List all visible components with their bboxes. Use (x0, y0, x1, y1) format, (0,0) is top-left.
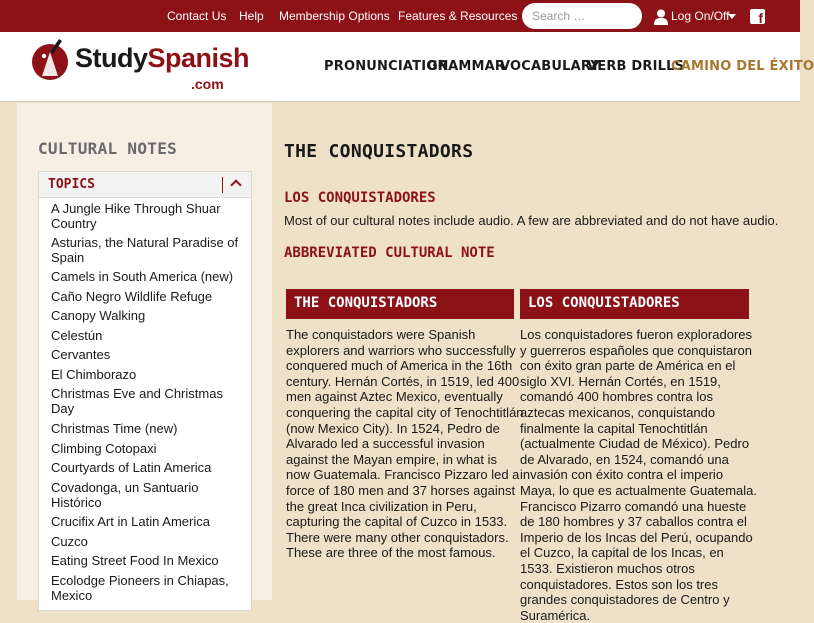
text-line: Francisco Pizarro comandó una hueste (520, 498, 747, 514)
text-line: aztecas mexicanos, conquistando (520, 404, 716, 420)
text-line: now Guatemala. Francisco Pizzaro led a (286, 467, 520, 483)
text-line: conquistadores. Estos son los tres (520, 576, 718, 592)
nav-grammar[interactable]: GRAMMAR (427, 59, 506, 74)
search-input[interactable]: Search … (522, 3, 642, 29)
topic-link[interactable]: Cervantes (51, 347, 111, 362)
text-line: comandó 400 hombres contra los (520, 389, 713, 405)
topic-link[interactable] (51, 386, 246, 416)
topic-line: Spain (51, 250, 85, 265)
topic-line: Day (51, 401, 75, 416)
english-text (286, 327, 524, 561)
topic-link[interactable] (51, 201, 246, 231)
topic-link[interactable]: Canopy Walking (51, 308, 146, 323)
text-line: men against Aztec Mexico, eventually (286, 389, 503, 405)
topic-link[interactable]: Camels in South America (new) (51, 269, 234, 284)
spanish-column-header: LOS CONQUISTADORES (520, 289, 749, 319)
text-line: There were many other conquistadors. (286, 529, 509, 545)
text-line: grandes conquistadores de Centro y (520, 592, 730, 608)
spanish-text (520, 327, 757, 623)
nav-vocabulary[interactable]: VOCABULARY (500, 59, 601, 74)
top-bar (0, 0, 800, 32)
user-icon[interactable] (654, 9, 668, 25)
text-line: Imperio de los Incas del Perú, ocupando (520, 529, 753, 545)
text-line: Maya, lo que es actualmente Guatemala. (520, 482, 758, 498)
text-line: capturing the capital of Cuzco in 1533. (286, 514, 508, 530)
text-line: conquered much of America in the 16th (286, 358, 513, 374)
text-line: against the Mayan empire, in what is (286, 451, 497, 467)
topic-link[interactable]: Climbing Cotopaxi (51, 441, 157, 456)
topics-label: TOPICS (48, 177, 95, 192)
topic-link[interactable]: Christmas Time (new) (51, 421, 178, 436)
topic-line: Covadonga, un Santuario (51, 480, 199, 495)
text-line: siglo XVI. Hernán Cortés, en 1519, (520, 373, 721, 389)
topic-line: Asturias, the Natural Paradise of (51, 235, 239, 250)
page-title: THE CONQUISTADORS (284, 141, 474, 162)
membership-options-link[interactable]: Membership Options (279, 9, 390, 23)
text-line: finalmente la capital Tenochtitlán (520, 420, 708, 436)
logo-icon[interactable] (31, 36, 71, 82)
text-line: (now Mexico City). In 1524, Pedro de (286, 420, 500, 436)
nav-verb-drills[interactable]: VERB DRILLS (587, 59, 685, 74)
topics-header[interactable] (39, 172, 251, 198)
topic-link[interactable]: Crucifix Art in Latin America (51, 514, 210, 529)
section-heading: ABBREVIATED CULTURAL NOTE (284, 245, 495, 261)
text-line: de 180 hombres y 37 caballos contra el (520, 514, 747, 530)
log-on-off-link[interactable]: Log On/Off (671, 9, 730, 23)
topic-link[interactable]: Eating Street Food In Mexico (51, 553, 219, 568)
logo-wordmark[interactable] (75, 43, 249, 74)
topic-line: Ecolodge Pioneers in Chiapas, (51, 573, 229, 588)
intro-text: Most of our cultural notes include audio. A few are abbreviated and do not have audio. (284, 213, 779, 228)
english-column-header: THE CONQUISTADORS (286, 289, 514, 319)
logo-spanish: Spanish (147, 43, 250, 73)
topic-link[interactable] (51, 235, 246, 265)
text-line: conquering the capital city of Tenochtitlán (286, 404, 524, 420)
text-line: y guerreros españoles que conquistaron (520, 342, 752, 358)
text-line: de Alvarado, en 1524, comandó una (520, 451, 729, 467)
topic-link[interactable]: Cuzco (51, 534, 88, 549)
text-line: Los conquistadores fueron exploradores (520, 327, 752, 342)
section-heading: LOS CONQUISTADORES (284, 190, 436, 206)
topic-line: Country (51, 216, 97, 231)
topics-divider (222, 177, 223, 193)
chevron-down-icon[interactable] (728, 14, 736, 19)
contact-us-link[interactable]: Contact Us (167, 9, 227, 23)
topic-line: Christmas Eve and Christmas (51, 386, 223, 401)
topic-line: Mexico (51, 588, 93, 603)
text-line: Suramérica. (520, 607, 591, 623)
topic-line: A Jungle Hike Through Shuar (51, 201, 221, 216)
text-line: The conquistadors were Spanish (286, 327, 476, 342)
text-line: explorers and warriors who successfully (286, 342, 516, 358)
features-resources-link[interactable]: Features & Resources (398, 9, 518, 23)
nav-pronunciation[interactable]: PRONUNCIATION (324, 59, 449, 74)
chevron-up-icon[interactable] (230, 179, 241, 190)
text-line: invasión con éxito contra el imperio (520, 467, 724, 483)
topic-link[interactable]: Celestún (51, 328, 103, 343)
logo-study: Study (75, 43, 148, 73)
topic-link[interactable]: Caño Negro Wildlife Refuge (51, 289, 213, 304)
sidebar-title: CULTURAL NOTES (38, 139, 178, 158)
topic-link[interactable]: El Chimborazo (51, 367, 137, 382)
text-line: 1533. Existieron muchos otros (520, 560, 695, 576)
facebook-letter: f (758, 10, 763, 26)
facebook-icon[interactable] (750, 9, 765, 24)
logo-com: .com (191, 76, 224, 92)
text-line: el Cuzco, la capital de los Incas, en (520, 545, 724, 561)
text-line: the great Inca civilization in Peru, (286, 498, 477, 514)
topic-link[interactable] (51, 573, 246, 603)
help-link[interactable]: Help (239, 9, 264, 23)
topic-link[interactable] (51, 480, 246, 510)
text-line: These are three of the most famous. (286, 545, 496, 561)
text-line: force of 180 men and 37 horses against (286, 482, 516, 498)
topic-link[interactable]: Courtyards of Latin America (51, 460, 212, 475)
text-line: Alvarado led a successful invasion (286, 436, 485, 452)
nav-camino-del-exito[interactable]: CAMINO DEL ÉXITO (671, 59, 814, 74)
topic-line: Histórico (51, 495, 102, 510)
text-line: century. Hernán Cortés, in 1519, led 400 (286, 373, 520, 389)
text-line: con éxito gran parte de América en el (520, 358, 736, 374)
text-line: (actualmente Ciudad de México). Pedro (520, 436, 750, 452)
